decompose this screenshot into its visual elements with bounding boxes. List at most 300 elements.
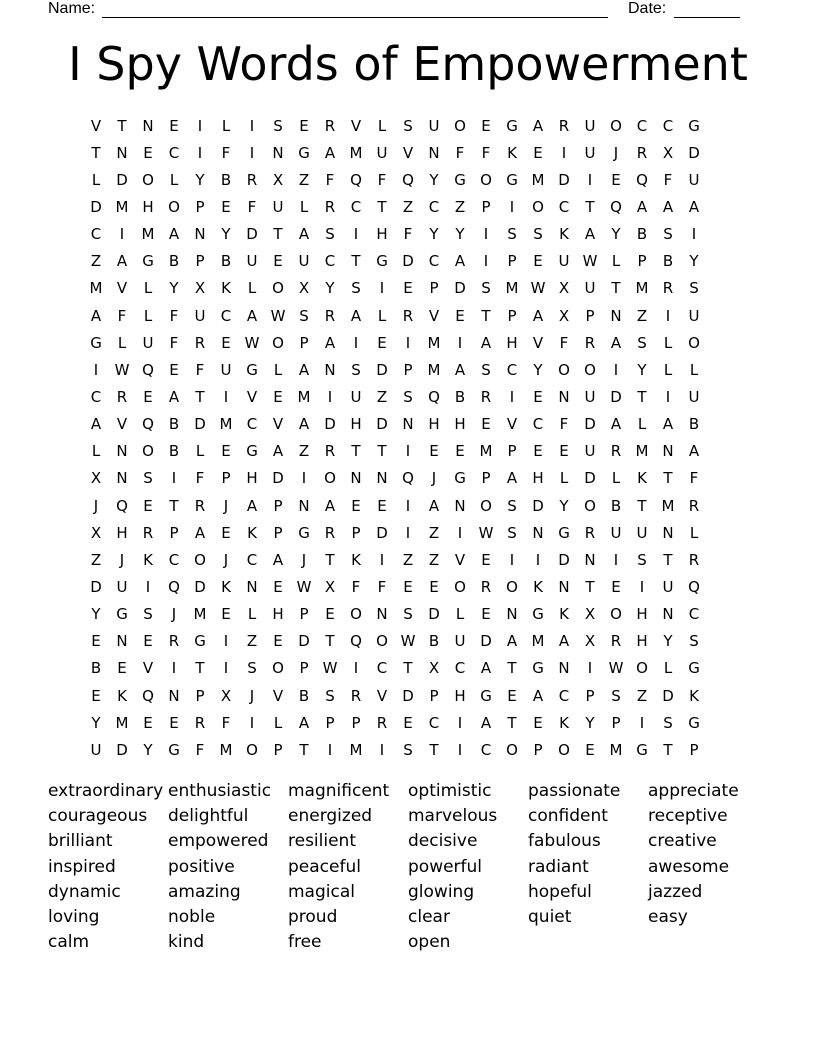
grid-letter: D (584, 469, 596, 488)
grid-letter: K (559, 605, 569, 624)
grid-letter: U (610, 523, 622, 542)
word-list-item: hopeful (528, 881, 592, 902)
grid-letter: J (93, 496, 99, 515)
grid-letter: B (636, 225, 648, 244)
grid-letter: C (480, 740, 492, 759)
grid-letter: Q (402, 469, 414, 488)
grid-letter: G (688, 713, 700, 732)
grid-letter: T (377, 442, 387, 461)
grid-letter: Q (610, 197, 622, 216)
grid-letter: S (351, 279, 361, 298)
grid-letter: R (558, 116, 570, 135)
grid-letter: P (481, 469, 491, 488)
grid-letter: W (270, 306, 286, 325)
grid-letter: U (584, 143, 596, 162)
word-list-item: enthusiastic (168, 780, 272, 801)
word-list-item: creative (648, 831, 717, 852)
grid-letter: Y (455, 225, 465, 244)
grid-letter: Y (429, 225, 439, 244)
grid-letter: I (353, 333, 359, 352)
letter-grid (83, 112, 735, 763)
grid-letter: D (402, 252, 414, 271)
grid-letter: I (353, 225, 359, 244)
grid-letter: A (662, 197, 674, 216)
grid-letter: L (117, 333, 127, 352)
grid-letter: C (662, 116, 674, 135)
grid-letter: I (509, 387, 515, 406)
grid-letter: N (558, 387, 570, 406)
grid-letter: M (219, 740, 233, 759)
grid-letter: Q (142, 360, 154, 379)
grid-letter: T (351, 252, 361, 271)
grid-letter: R (168, 632, 180, 651)
grid-letter: B (168, 415, 180, 434)
grid-letter: E (403, 713, 413, 732)
grid-letter: L (689, 360, 699, 379)
grid-letter: R (194, 496, 206, 515)
date-blank-line (674, 17, 740, 18)
word-list-item: delightful (168, 805, 249, 826)
grid-letter: E (299, 116, 309, 135)
grid-letter: L (663, 360, 673, 379)
grid-letter: G (454, 469, 466, 488)
grid-letter: S (325, 686, 335, 705)
grid-letter: N (610, 306, 622, 325)
word-list-row (48, 854, 768, 879)
grid-letter: Y (91, 713, 101, 732)
grid-letter: B (428, 632, 440, 651)
grid-letter: F (195, 469, 205, 488)
grid-letter: C (220, 306, 232, 325)
grid-letter: H (506, 333, 518, 352)
grid-letter: E (91, 632, 101, 651)
grid-letter: U (662, 577, 674, 596)
grid-letter: W (322, 659, 338, 678)
grid-letter: C (454, 659, 466, 678)
grid-letter: P (325, 713, 335, 732)
grid-letter: A (454, 252, 466, 271)
grid-letter: M (479, 442, 493, 461)
grid-letter: C (688, 605, 700, 624)
grid-letter: A (246, 496, 258, 515)
grid-letter: G (194, 632, 206, 651)
grid-letter: S (637, 333, 647, 352)
grid-letter: S (481, 279, 491, 298)
grid-letter: K (351, 550, 361, 569)
name-blank-line (102, 17, 608, 18)
grid-letter: O (324, 469, 336, 488)
grid-letter: E (273, 577, 283, 596)
grid-letter: P (299, 605, 309, 624)
grid-letter: A (610, 415, 622, 434)
grid-letter: E (143, 713, 153, 732)
grid-letter: A (90, 415, 102, 434)
grid-letter: C (90, 225, 102, 244)
grid-letter: A (532, 686, 544, 705)
grid-letter: R (324, 306, 336, 325)
grid-letter: F (351, 577, 361, 596)
grid-letter: N (116, 632, 128, 651)
grid-letter: U (142, 333, 154, 352)
grid-letter: M (427, 333, 441, 352)
word-list-item: fabulous (528, 831, 601, 852)
grid-letter: Q (350, 170, 362, 189)
grid-letter: P (585, 686, 595, 705)
grid-letter: A (298, 713, 310, 732)
grid-letter: S (403, 605, 413, 624)
grid-letter: X (428, 659, 440, 678)
grid-letter: X (194, 279, 206, 298)
grid-letter: F (455, 143, 465, 162)
grid-letter: O (194, 550, 206, 569)
grid-letter: O (454, 577, 466, 596)
grid-letter: T (429, 740, 439, 759)
grid-row (83, 628, 735, 655)
grid-letter: L (299, 197, 309, 216)
grid-letter: J (613, 143, 619, 162)
grid-letter: Q (168, 577, 180, 596)
grid-letter: U (558, 252, 570, 271)
grid-letter: U (584, 387, 596, 406)
grid-letter: R (610, 632, 622, 651)
grid-letter: B (168, 252, 180, 271)
grid-letter: W (530, 279, 546, 298)
grid-letter: Y (611, 225, 621, 244)
grid-letter: I (613, 550, 619, 569)
grid-letter: T (299, 740, 309, 759)
grid-letter: N (662, 523, 674, 542)
grid-letter: G (454, 170, 466, 189)
grid-letter: G (480, 686, 492, 705)
grid-letter: G (558, 523, 570, 542)
grid-letter: U (688, 306, 700, 325)
grid-letter: A (168, 387, 180, 406)
grid-letter: F (195, 360, 205, 379)
grid-letter: L (273, 713, 283, 732)
name-label: Name: (48, 0, 96, 17)
grid-letter: X (298, 279, 310, 298)
grid-letter: J (171, 605, 177, 624)
grid-letter: B (220, 252, 232, 271)
grid-letter: C (90, 387, 102, 406)
grid-letter: R (376, 713, 388, 732)
grid-letter: A (350, 306, 362, 325)
grid-letter: I (509, 550, 515, 569)
grid-row (83, 601, 735, 628)
grid-letter: A (506, 469, 518, 488)
grid-letter: C (350, 197, 362, 216)
grid-letter: G (688, 659, 700, 678)
grid-letter: J (249, 686, 255, 705)
grid-letter: E (221, 605, 231, 624)
word-list-item: peaceful (288, 856, 361, 877)
grid-letter: O (558, 740, 570, 759)
grid-letter: R (480, 577, 492, 596)
grid-letter: Q (350, 632, 362, 651)
grid-letter: T (377, 197, 387, 216)
grid-letter: U (272, 197, 284, 216)
grid-letter: P (299, 333, 309, 352)
grid-letter: K (559, 713, 569, 732)
grid-letter: O (350, 605, 362, 624)
grid-row (83, 139, 735, 166)
grid-row (83, 465, 735, 492)
grid-letter: T (351, 442, 361, 461)
word-list-item: noble (168, 907, 216, 928)
grid-letter: S (273, 116, 283, 135)
grid-letter: T (637, 496, 647, 515)
grid-letter: I (171, 469, 177, 488)
grid-letter: G (298, 523, 310, 542)
grid-letter: O (532, 197, 544, 216)
grid-letter: T (273, 225, 283, 244)
grid-row (83, 275, 735, 302)
grid-letter: E (481, 116, 491, 135)
word-list-row (48, 803, 768, 828)
grid-letter: H (272, 605, 284, 624)
grid-letter: Y (195, 170, 205, 189)
grid-row (83, 193, 735, 220)
grid-letter: M (219, 415, 233, 434)
grid-letter: P (507, 442, 517, 461)
grid-letter: E (143, 387, 153, 406)
grid-letter: E (91, 686, 101, 705)
grid-letter: A (558, 632, 570, 651)
grid-letter: G (298, 143, 310, 162)
grid-letter: W (608, 659, 624, 678)
grid-letter: H (454, 686, 466, 705)
grid-letter: N (584, 550, 596, 569)
grid-letter: U (428, 116, 440, 135)
name-date-header (48, 0, 748, 22)
grid-letter: O (584, 496, 596, 515)
grid-letter: E (533, 143, 543, 162)
grid-letter: L (91, 442, 101, 461)
grid-letter: N (402, 415, 414, 434)
grid-letter: S (143, 469, 153, 488)
grid-letter: I (665, 306, 671, 325)
grid-letter: E (481, 550, 491, 569)
grid-letter: M (661, 496, 675, 515)
grid-letter: A (532, 306, 544, 325)
grid-letter: N (298, 496, 310, 515)
grid-letter: H (376, 225, 388, 244)
grid-letter: G (506, 116, 518, 135)
grid-letter: S (507, 225, 517, 244)
grid-letter: M (297, 387, 311, 406)
grid-letter: L (611, 252, 621, 271)
grid-row (83, 356, 735, 383)
grid-letter: O (142, 442, 154, 461)
grid-letter: E (273, 252, 283, 271)
grid-letter: E (429, 577, 439, 596)
grid-letter: A (688, 442, 700, 461)
grid-letter: S (403, 740, 413, 759)
grid-letter: E (611, 170, 621, 189)
grid-letter: E (169, 360, 179, 379)
grid-letter: O (272, 333, 284, 352)
grid-letter: S (663, 225, 673, 244)
grid-letter: I (587, 170, 593, 189)
grid-letter: N (376, 469, 388, 488)
word-list-item: easy (648, 907, 688, 928)
grid-letter: R (584, 333, 596, 352)
grid-letter: T (117, 116, 127, 135)
grid-letter: A (246, 306, 258, 325)
word-list-item: glowing (408, 881, 475, 902)
page-title: I Spy Words of Empowerment (68, 37, 748, 91)
grid-letter: U (220, 360, 232, 379)
grid-letter: U (636, 523, 648, 542)
grid-letter: Y (637, 360, 647, 379)
grid-letter: O (636, 659, 648, 678)
grid-letter: O (506, 740, 518, 759)
grid-letter: I (223, 632, 229, 651)
grid-letter: S (143, 605, 153, 624)
grid-row (83, 166, 735, 193)
grid-letter: P (481, 197, 491, 216)
grid-letter: P (169, 523, 179, 542)
word-list-item: optimistic (408, 780, 492, 801)
grid-letter: D (90, 197, 102, 216)
word-list-item: empowered (168, 831, 269, 852)
grid-letter: A (298, 225, 310, 244)
grid-letter: V (376, 686, 388, 705)
grid-letter: E (169, 116, 179, 135)
grid-letter: N (194, 225, 206, 244)
grid-letter: S (689, 279, 699, 298)
grid-letter: E (325, 605, 335, 624)
grid-letter: E (221, 523, 231, 542)
grid-letter: Y (533, 360, 543, 379)
grid-letter: T (195, 387, 205, 406)
grid-letter: Q (636, 170, 648, 189)
grid-letter: Y (429, 170, 439, 189)
grid-letter: S (611, 686, 621, 705)
grid-letter: E (403, 279, 413, 298)
grid-letter: I (639, 577, 645, 596)
word-list-item: proud (288, 907, 338, 928)
grid-letter: C (506, 360, 518, 379)
grid-letter: V (454, 550, 466, 569)
grid-letter: N (324, 360, 336, 379)
grid-letter: D (688, 143, 700, 162)
grid-letter: E (481, 605, 491, 624)
grid-letter: T (585, 197, 595, 216)
grid-letter: E (455, 306, 465, 325)
grid-letter: T (169, 496, 179, 515)
word-list-item: receptive (648, 805, 728, 826)
grid-letter: D (584, 415, 596, 434)
grid-letter: I (223, 659, 229, 678)
grid-letter: O (272, 279, 284, 298)
grid-letter: I (197, 116, 203, 135)
grid-letter: D (90, 577, 102, 596)
grid-letter: P (195, 686, 205, 705)
grid-letter: V (116, 279, 128, 298)
grid-row (83, 492, 735, 519)
grid-row (83, 736, 735, 763)
grid-letter: O (480, 496, 492, 515)
word-list-item: magnificent (288, 780, 390, 801)
grid-letter: P (533, 740, 543, 759)
grid-letter: A (324, 496, 336, 515)
grid-letter: A (324, 333, 336, 352)
grid-letter: B (688, 415, 700, 434)
grid-letter: A (428, 496, 440, 515)
grid-letter: G (168, 740, 180, 759)
grid-letter: H (350, 415, 362, 434)
grid-letter: M (193, 605, 207, 624)
grid-letter: E (169, 713, 179, 732)
grid-letter: U (376, 143, 388, 162)
grid-letter: R (688, 550, 700, 569)
grid-letter: V (532, 333, 544, 352)
grid-letter: H (532, 469, 544, 488)
grid-row (83, 438, 735, 465)
grid-letter: O (454, 116, 466, 135)
word-list-item: appreciate (648, 780, 739, 801)
grid-letter: D (558, 170, 570, 189)
grid-letter: R (324, 197, 336, 216)
grid-row (83, 519, 735, 546)
grid-letter: I (327, 740, 333, 759)
grid-letter: D (298, 632, 310, 651)
grid-letter: I (301, 469, 307, 488)
grid-letter: S (247, 659, 257, 678)
grid-letter: D (116, 740, 128, 759)
grid-letter: F (195, 740, 205, 759)
grid-letter: N (376, 605, 388, 624)
grid-letter: I (457, 740, 463, 759)
grid-letter: F (377, 577, 387, 596)
grid-letter: Q (142, 686, 154, 705)
grid-letter: L (91, 170, 101, 189)
grid-letter: S (299, 306, 309, 325)
grid-letter: B (454, 387, 466, 406)
grid-letter: X (272, 170, 284, 189)
grid-letter: G (532, 659, 544, 678)
grid-letter: I (535, 550, 541, 569)
grid-letter: C (428, 197, 440, 216)
grid-letter: B (662, 252, 674, 271)
grid-letter: L (247, 279, 257, 298)
word-list-item: dynamic (48, 881, 121, 902)
grid-letter: S (533, 225, 543, 244)
grid-letter: C (636, 116, 648, 135)
grid-letter: E (221, 333, 231, 352)
grid-letter: F (559, 333, 569, 352)
grid-letter: Y (559, 496, 569, 515)
grid-letter: I (379, 550, 385, 569)
grid-letter: M (609, 740, 623, 759)
word-list-item: calm (48, 932, 90, 953)
grid-letter: I (145, 577, 151, 596)
word-list-item: passionate (528, 780, 621, 801)
grid-letter: F (325, 170, 335, 189)
grid-letter: U (90, 740, 102, 759)
grid-letter: I (327, 387, 333, 406)
grid-letter: C (168, 143, 180, 162)
word-list-item: marvelous (408, 805, 498, 826)
grid-letter: B (90, 659, 102, 678)
grid-letter: G (246, 442, 258, 461)
grid-letter: S (351, 360, 361, 379)
grid-letter: A (480, 659, 492, 678)
grid-letter: X (90, 469, 102, 488)
grid-letter: H (142, 197, 154, 216)
grid-letter: I (249, 143, 255, 162)
